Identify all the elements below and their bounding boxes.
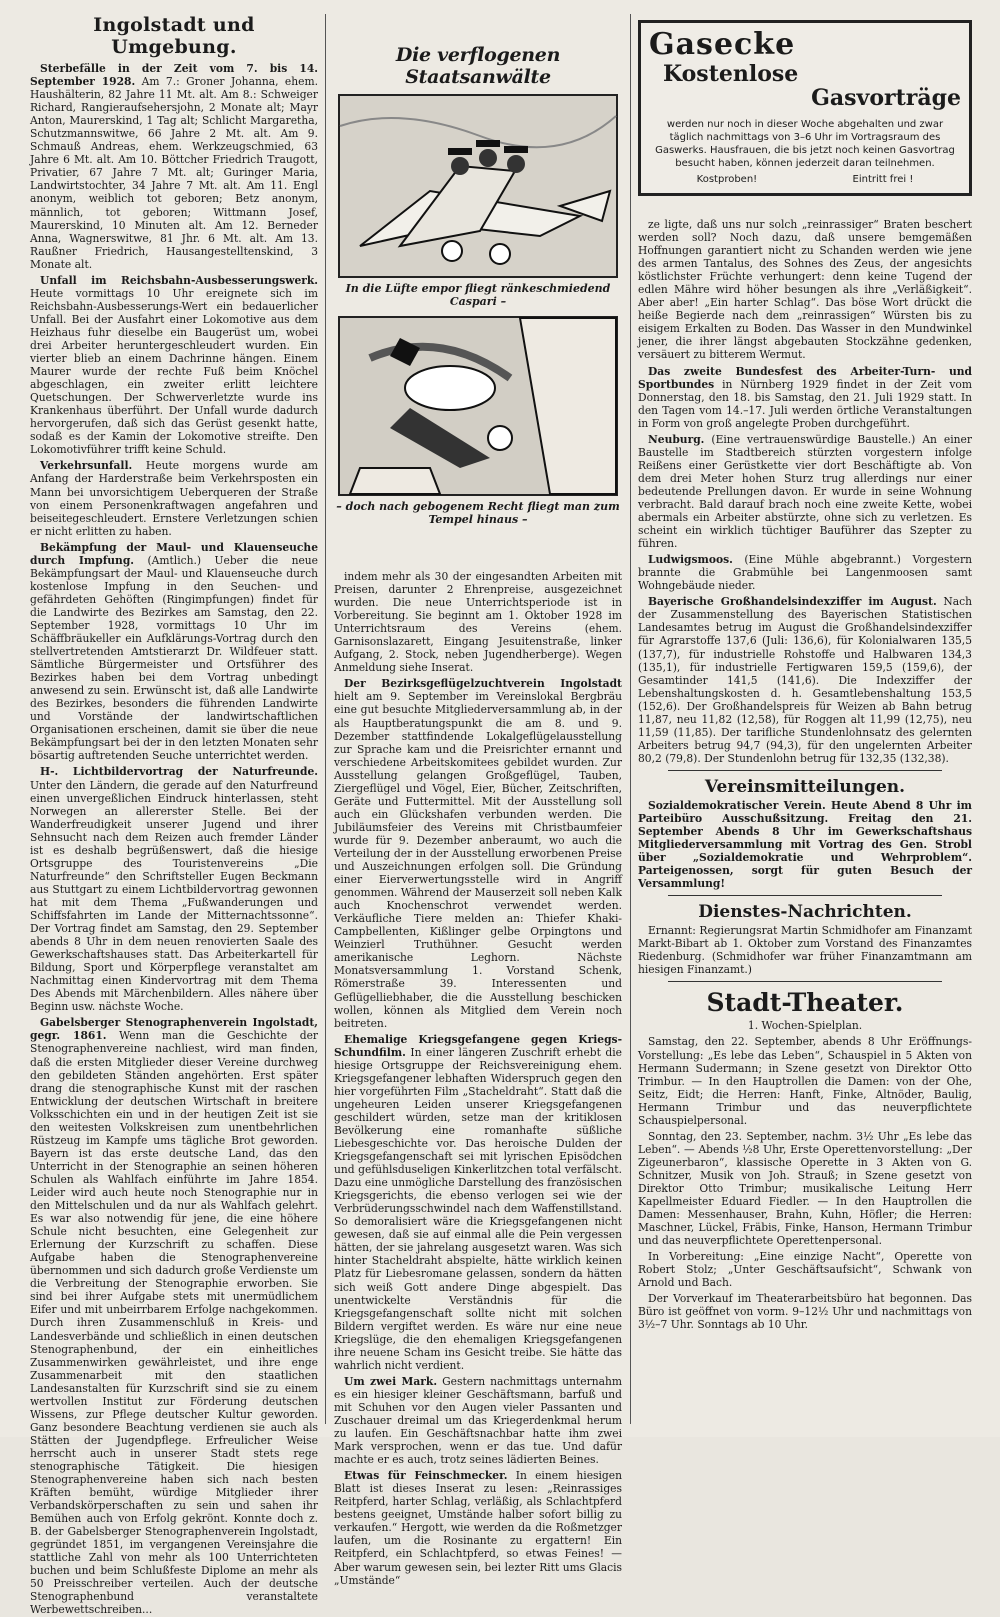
section-title: Vereinsmitteilungen. xyxy=(704,776,906,797)
section-title: Stadt-Theater. xyxy=(706,988,904,1018)
article-paragraph: Ludwigsmoos. (Eine Mühle abgebrannt.) Vorgestern brannte die Grabmühle bei Langenmoosen samt Wohngebäude nieder. xyxy=(638,553,972,593)
ad-footer-left: Kostproben! xyxy=(696,174,758,185)
column-left xyxy=(30,14,318,1617)
article-lead: Bekämpfung der Maul- und Klauenseuche durch Impfung. xyxy=(30,540,318,567)
article-paragraph xyxy=(638,799,972,890)
ad-title: Gasecke xyxy=(649,27,796,62)
article-lead: Der Bezirksgeflügelzuchtverein Ingolstadt xyxy=(344,677,622,691)
article-paragraph: Neuburg. (Eine vertrauenswürdige Baustelle.) An einer Baustelle im Stadtbereich stürzten vorgestern infolge Reißens einer Gerüstkette vier dort Beschäftigte ab. Von dem drei Meter hohen Sturz trug allerdings nur einer bedeutende Prellungen davon. Er wurde in seine Wohnung verbracht. Bald darauf brach noch eine zweite Kette, wobei abermals ein Arbeiter abstürzte, ohne sich zu verletzen. Es scheint ein wirklich tüchtiger Bauführer das Szepter zu führen. xyxy=(638,432,972,551)
section-title: Dienstes-Nachrichten. xyxy=(698,902,912,923)
cartoon-image-falling xyxy=(338,316,618,496)
article-lead: Das zweite Bundesfest des Arbeiter-Turn- und Sportbundes xyxy=(638,364,972,391)
article-lead: Sozialdemokratischer Verein. Heute Abend 8 Uhr im Parteibüro Ausschußsitzung. Freitag den 21. September Abends 8 Uhr im Gewerkschaftshaus Mitgliederversammlung mit Vortrag des Gen. Strobl über „Sozialdemokratie und Wehrproblem“. Parteigenossen, sorgt für guten Besuch der Versammlung! xyxy=(638,798,972,891)
article-paragraph: Sonntag, den 23. September, nachm. 3½ Uhr „Es lebe das Leben“. — Abends ½8 Uhr, Erste Operettenvorstellung: „Der Zigeunerbaron“, klassische Operette in 3 Akten von G. Schnitzer, Musik von Joh. Strauß; in Szene gesetzt von Direktor Otto Trimbur; musikalische Leitung Herr Kapellmeister Eduard Fiedler. — In den Hauptrollen die Damen: Messenhauser, Brahn, Kuhn, Höfler; die Herren: Maschner, Lückel, Fräbis, Finke, Hanson, Hermann Trimbur und das neuverpflichtete Operettenpersonal. xyxy=(638,1129,972,1248)
article-paragraph: Bekämpfung der Maul- und Klauenseuche durch Impfung. (Amtlich.) Ueber die neue Bekämpfungsart der Maul- und Klauenseuche durch kostenlose Impfung in den Seuchen- und gefährdeten Gehöften (Ringimpfungen) findet für die Landwirte des Bezirkes am Samstag, den 22. September 1928, vormittags 10 Uhr im Schäffbräukeller ein Aufklärungs-Vortrag durch den stellvertretenden Amtstierarzt Dr. Wildfeuer statt. Sämtliche Bürgermeister und Ortsführer des Bezirkes haben bei dem Vortrag unbedingt anwesend zu sein. Erwünscht ist, daß alle Landwirte des Bezirkes, besonders die führenden Landwirte und Vorstände der landwirtschaftlichen Organisationen erscheinen, damit sie über die neue Bekämpfungsart bei der in den letzten Monaten sehr bösartig auftretenden Seuche unterrichtet werden. xyxy=(30,540,318,763)
article-paragraph: Um zwei Mark. Gestern nachmittags unternahm es ein hiesiger kleiner Geschäftsmann, barfuß und mit Schuhen vor den Augen vieler Passanten und Zuschauer dreimal um das Kriegerdenkmal herum zu laufen. Ein Geschäftsnachbar hatte ihm zwei Mark versprochen, wenn er das tue. Und dafür machte er es auch, trotz seines lädierten Beines. xyxy=(334,1374,622,1467)
cartoon-image-airplane xyxy=(338,94,618,278)
article-lead: Um zwei Mark. xyxy=(344,1374,438,1388)
article-lead: Gabelsberger Stenographenverein Ingolstadt, gegr. 1861. xyxy=(30,1016,318,1043)
article-paragraph: Gabelsberger Stenographenverein Ingolstadt, gegr. 1861. Wenn man die Geschichte der Stenographenvereine nachliest, wird man finden, daß die ersten Mitglieder dieser Vereine durchweg den gebildeten Ständen angehörten. Erst später drang die stenographische Kunst mit der raschen Entwicklung der deutschen Wirtschaft in breitere Volksschichten ein und in der heutigen Zeit ist sie den weitesten Volkskreisen zum unentbehrlichen Rüstzeug im Kampfe ums tägliche Brot geworden. Bayern ist das erste deutsche Land, das den Unterricht in der Stenographie an seinen höheren Schulen als Wahlfach einführte im Jahre 1854. Leider wird auch heute noch Stenographie nur in den Mittelschulen und da nur als Wahlfach gelehrt. Es war also notwendig für jene, die eine höhere Schule nicht besuchten, eine Gelegenheit zur Erlernung der Kurzschrift zu schaffen. Diese Aufgabe haben die Stenographenvereine übernommen und sich dadurch große Verdienste um die Verbreitung der Stenographie erworben. Sie sind bei ihrer Aufgabe stets mit unermüdlichem Eifer und mit unbeirrbarem Erfolge nachgekommen. Durch ihren Zusammenschluß in Kreis- und Landesverbände und schließlich in einen deutschen Stenographenbund, der ein einheitliches Zusammenwirken gewährleistet, und ihre enge Zusammenarbeit mit den staatlichen Landesanstalten für Kurzschrift sind sie zu einem wertvollen Institut zur Förderung deutschen Wissens, zur Pflege deutscher Kultur geworden. Ganz besondere Beachtung verdienen sie auch als Stätten der Jugendpflege. Erfreulicher Weise herrscht auch in unserer Stadt stets rege stenographische Tätigkeit. Die hiesigen Stenographenvereine haben sich nach besten Kräften bemüht, würdige Mitglieder ihrer Verbandskörperschaften zu sein und sahen ihr Bemühen auch von Erfolg gekrönt. Konnte doch z. B. der Gabelsberger Stenographenverein Ingolstadt, gegründet 1851, im vergangenen Vereinsjahre die stattliche Zahl von mehr als 100 Unterrichteten buchen und beim Schlußfeste Diplome an mehr als 50 Preisschreiber verteilen. Auch der deutsche Stenographenbund veranstaltete Werbewettschreiben... xyxy=(30,1016,318,1617)
article-lead: Neuburg. xyxy=(648,432,705,446)
article-paragraph: Bayerische Großhandelsindexziffer im August. Nach der Zusammenstellung des Bayerischen Statistischen Landesamtes betrug im August die Großhandelsindexziffer für Agrarstoffe 137,6 (Juli: 136,6), für Kolonialwaren 135,5 (137,7), für industrielle Rohstoffe und Halbwaren 134,3 (135,1), für industrielle Fertigwaren 159,5 (159,6), der Gesamtinder 141,5 (141,6). Die Indexziffer der Lebenshaltungskosten d. h. Gesamtlebenshaltung 153,5 (152,6). Der Großhandelspreis für Weizen ab Bahn betrug 11,87, neu 11,82 (12,58), für Roggen alt 11,99 (12,75), neu 11,59 (11,85). Der tarifliche Stundenlohnsatz des gelernten Arbeiters betrug 94,7 (94,3), für den ungelernten Arbeiter 80,2 (79,8). Der Stundenlohn betrug für 132,35 (132,38). xyxy=(638,595,972,765)
falling-illustration xyxy=(340,318,616,494)
article-lead: Ludwigsmoos. xyxy=(648,553,733,567)
article-paragraph: In Vorbereitung: „Eine einzige Nacht“, Operette von Robert Stolz; „Unter Geschäftsaufsicht“, Schwank von Arnold und Bach. xyxy=(638,1250,972,1290)
article-paragraph: ze ligte, daß uns nur solch „reinrassiger“ Braten beschert werden soll? Noch dazu, daß unsere bemgemäßen Hoffnungen garantiert nicht zu Schanden werden wie jene des armen Tantalus, des Sohnes des Zeus, der angesichts köstlichster Früchte verhungert: denn keine Tugend der edlen Mähre wird höher besungen als ihre „Verläßigkeit“. Aber aber! „Ein harter Schlag“. Das böse Wort drückt die heiße Begierde nach dem „reinrassigen“ Würsten bis zu eisigem Erkalten zu Boden. Das Wasser in den Mundwinkel jener, die ihrer längst abgebauten Stockzähne gedenken, versäuert zu bitterem Wermut. xyxy=(638,218,972,362)
article-paragraph: Ernannt: Regierungsrat Martin Schmidhofer am Finanzamt Markt-Bibart ab 1. Oktober zum Vorstand des Finanzamtes Riedenburg. (Schmidhofer war früher Finanzamtmann am hiesigen Finanzamt.) xyxy=(638,924,972,977)
column-right xyxy=(638,14,972,1432)
article-paragraph: Ehemalige Kriegsgefangene gegen Kriegs-Schundfilm. In einer längeren Zuschrift erhebt die hiesige Ortsgruppe der Reichsvereinigung ehem. Kriegsgefangener lebhaften Widerspruch gegen den hier vorgeführten Film „Stacheldraht“. Statt daß die ungeheuren Leiden unserer Kriegsgefangenen geschildert würden, setze man der kritiklosen Bevölkerung eine romanhafte süßliche Liebesgeschichte vor. Das heroische Dulden der Kriegsgefangenschaft sei mit lyrischen Episödchen und gefühlsduseligen Kinkerlitzchen total verfälscht. Dazu eine unmögliche Darstellung des französischen Kriegsgerichts, die ebenso verlogen sei wie der Verbrüderungsschwindel nach dem Waffenstillstand. So demoralisiert wäre die Kriegsgefangenen nicht gewesen, daß sie auf einmal alle die Pein vergessen hätten, der sie jahrelang ausgesetzt waren. Was sich hinter Stacheldraht abspielte, hätte wirklich keinen Platz für Liebesromane gelassen, sondern da hätten sich weiß Gott andere Dinge abgespielt. Das unentwickelte Verständnis für die Kriegsgefangenschaft sollte nicht mit solchen Bildern vergiftet werden. Es wäre nur eine neue Kriegslüge, die den ehemaligen Kriegsgefangenen ihre neuene Scham ins Gesicht treibe. Sie hätte das wahrlich nicht verdient. xyxy=(334,1032,622,1372)
article-lead: Bayerische Großhandelsindexziffer im August. xyxy=(648,595,937,609)
article-lead: Verkehrsunfall. xyxy=(40,459,133,473)
cartoon-caption: – doch nach gebogenem Recht fliegt man zum Tempel hinaus – xyxy=(336,500,620,526)
spacer xyxy=(638,206,972,218)
ad-subtitle: Gasvorträge xyxy=(811,85,961,111)
article-lead: Ehemalige Kriegsgefangene gegen Kriegs-Schundfilm. xyxy=(334,1032,622,1059)
article-paragraph: Der Vorverkauf im Theaterarbeitsbüro hat begonnen. Das Büro ist geöffnet von vorm. 9–12½ Uhr und nachmittags von 3½–7 Uhr. Sonntags ab 10 Uhr. xyxy=(638,1292,972,1332)
divider xyxy=(668,895,942,896)
ad-footer xyxy=(649,174,961,185)
article-paragraph: Unfall im Reichsbahn-Ausbesserungswerk. Heute vormittags 10 Uhr ereignete sich im Reichsbahn-Ausbesserungs-Wert ein bedauerlicher Unfall. Bei der Ausfahrt einer Lokomotive aus dem Heizhaus fuhr dieselbe ein Baugerüst um, wobei drei Arbeiter heruntergeschleudert wurden. Ein vierter blieb an einem Dachrinne hängen. Einem Maurer wurde der rechte Fuß beim Knöchel abgeschlagen, ein zweiter erlitt leichtere Quetschungen. Der Schwerverletzte wurde ins Krankenhaus überführt. Der Unfall wurde dadurch hervorgerufen, daß sich das Gerüst gesenkt hatte, sodaß es der Kamin der Lokomotive streifte. Den Lokomotivführer trifft keine Schuld. xyxy=(30,273,318,457)
article-lead: Etwas für Feinschmecker. xyxy=(344,1469,508,1483)
column-rule xyxy=(630,14,631,1424)
article-paragraph: Etwas für Feinschmecker. In einem hiesigen Blatt ist dieses Inserat zu lesen: „Reinrassiges Reitpferd, harter Schlag, verläßig, als Schlachtpferd bestens geeignet, Umstände halber sofort billig zu verkaufen.“ Hergott, wie werden da die Roßmetzger laufen, um die Rosinante zu ergattern! Ein Reitpferd, ein Schlachtpferd, so etwas Feines! — Aber warum gewesen sein, bei lezter Ritt ums Glacis „Umstände“ xyxy=(334,1469,622,1587)
article-paragraph: H-. Lichtbildervortrag der Naturfreunde. Unter den Ländern, die gerade auf den Naturfreund einen unvergeßlichen Eindruck hinterlassen, steht Norwegen an allererster Stelle. Bei der Wanderfreudigkeit unserer Jugend und ihrer Sehnsucht nach dem Reizen auch fremder Länder ist es deshalb begrüßenswert, daß die hiesige Ortsgruppe des Touristenvereins „Die Naturfreunde“ den Schriftsteller Eugen Beckmann aus Stuttgart zu einem Lichtbildervortrag gewonnen hat mit dem Thema „Fußwanderungen und Schiffsfahrten im Lande der Mitternachtssonne“. Der Vortrag findet am Samstag, den 29. September abends 8 Uhr in dem neuen renovierten Saale des Gewerkschaftshauses statt. Das Arbeiterkartell für Bildung, Sport und Körperpflege veranstaltet am Nachmittag einen Kindervortrag mit dem Thema Des Abends mit Märchenbildern. Alles nähere über Beginn usw. nächste Woche. xyxy=(30,765,318,1014)
article-paragraph: Samstag, den 22. September, abends 8 Uhr Eröffnungs-Vorstellung: „Es lebe das Leben“, Schauspiel in 5 Akten von Hermann Sudermann; in Szene gesetzt von Direktor Otto Trimbur. — In den Hauptrollen die Damen: von der Ohe, Seitz, Eidt; die Herren: Hanft, Finke, Altnöder, Baulig, Hermann Trimbur und das neuverpflichtete Schauspielpersonal. xyxy=(638,1035,972,1127)
ad-subtitle: Kostenlose xyxy=(663,61,799,87)
column-middle xyxy=(334,14,622,1587)
article-paragraph: indem mehr als 30 der eingesandten Arbeiten mit Preisen, darunter 2 Ehrenpreise, ausgezeichnet wurden. Die neue Unterrichtsperiode ist in Vorbereitung. Sie beginnt am 1. Oktober 1928 im Unterrichtsraum des Vereins (ehem. Garnisonslazarett, Eingang Jesuitenstraße, linker Aufgang, 2. Stock, neben Jugendherberge). Wegen Anmeldung siehe Inserat. xyxy=(334,570,622,675)
gas-advertisement xyxy=(638,20,972,196)
article-paragraph: Verkehrsunfall. Heute morgens wurde am Anfang der Harderstraße beim Verkehrsposten ein Mann bei unvorsichtigem Ueberqueren der Straße von einem Personenkraftwagen angefahren und beiseitegeschleudert. Ernstere Verletzungen schien er nicht erlitten zu haben. xyxy=(30,459,318,538)
article-lead: Sterbefälle in der Zeit vom 7. bis 14. September 1928. xyxy=(30,62,318,89)
divider xyxy=(668,981,942,982)
airplane-illustration xyxy=(340,96,616,276)
article-lead: Unfall im Reichsbahn-Ausbesserungswerk. xyxy=(40,273,318,287)
ad-footer-right: Eintritt frei ! xyxy=(852,174,914,185)
section-title: Ingolstadt und Umgebung. xyxy=(93,14,255,58)
column-rule xyxy=(325,14,326,1424)
cartoon-title: Die verflogenen Staatsanwälte xyxy=(395,44,561,88)
article-paragraph: Sterbefälle in der Zeit vom 7. bis 14. September 1928. Am 7.: Groner Johanna, ehem. Haushälterin, 82 Jahre 11 Mt. alt. Am 8.: Schweiger Richard, Rangieraufsehersjohn, 2 Monate alt; Mayr Anton, Maurerskind, 1 Tag alt; Schlicht Margaretha, Schutzmannswitwe, 66 Jahre 2 Mt. alt. Am 9. Schmauß Andreas, ehem. Werkzeugschmied, 63 Jahre 6 Mt. alt. Am 10. Böttcher Friedrich Traugott, Privatier, 67 Jahre 7 Mt. alt; Guringer Maria, Landwirtstochter, 34 Jahre 7 Mt. alt. Am 11. Engl anonym, weiblich tot geboren; Betz anonym, männlich, tot geboren; Wittmann Josef, Maurerskind, 10 Minuten alt. Am 12. Berneder Anna, Wagnerswitwe, 81 Jhr. 6 Mt. alt. Am 13. Raußner Friedrich, Hausangestelltenskind, 3 Monate alt. xyxy=(30,62,318,271)
article-lead: H-. Lichtbildervortrag der Naturfreunde. xyxy=(40,765,318,779)
spacer xyxy=(334,534,622,570)
theater-subtitle: 1. Wochen-Spielplan. xyxy=(747,1019,863,1033)
article-paragraph: Der Bezirksgeflügelzuchtverein Ingolstadt hielt am 9. September im Vereinslokal Bergbräu eine gut besuchte Mitgliederversammlung ab, in der als Hauptberatungspunkt die am 8. und 9. Dezember stattfindende Lokalgeflügelausstellung zur Sprache kam und die Preisrichter ernannt und verschiedene Arbeitskomitees gebildet wurden. Zur Ausstellung gelangen Großgeflügel, Tauben, Ziergeflügel und Vögel, Eier, Bücher, Zeitschriften, Geräte und Futtermittel. Mit der Ausstellung soll auch ein Glückshafen verbunden werden. Die Jubiläumsfeier des Vereins mit Christbaumfeier wurde für 9. Dezember anberaumt, wo auch die Verteilung der in der Ausstellung erworbenen Preise und Auszeichnungen erfolgen soll. Die Gründung einer Eierverwertungsstelle wird in Angriff genommen. Während der Mauserzeit soll neben Kalk auch Knochenschrot verwendet werden. Verkäufliche Tiere melden an: Thiefer Khaki-Campbellenten, Kißlinger gelbe Orpingtons und Weinzierl Truthühner. Gesucht werden amerikanische Leghorn. Nächste Monatsversammlung 1. Vorstand Schenk, Römerstraße 39. Interessenten und Geflügelliebhaber, die die Ausstellung beschicken wollen, können als Mitglied dem Verein noch beitreten. xyxy=(334,677,622,1030)
ad-text: werden nur noch in dieser Woche abgehalten und zwar täglich nachmittags von 3–6 Uhr im Vortragsraum des Gaswerks. Hausfrauen, die bis jetzt noch keinen Gasvortrag besucht haben, können jederzeit daran teilnehmen. xyxy=(655,119,955,169)
article-paragraph: Das zweite Bundesfest des Arbeiter-Turn- und Sportbundes in Nürnberg 1929 findet in der Zeit vom Donnerstag, den 18. bis Samstag, den 21. Juli 1929 statt. In den Tagen vom 14.–17. Juli werden örtliche Veranstaltungen in Form von groß angelegte Proben durchgeführt. xyxy=(638,364,972,430)
divider xyxy=(668,770,942,771)
cartoon-caption: In die Lüfte empor fliegt ränkeschmiedend Caspari – xyxy=(345,282,611,308)
